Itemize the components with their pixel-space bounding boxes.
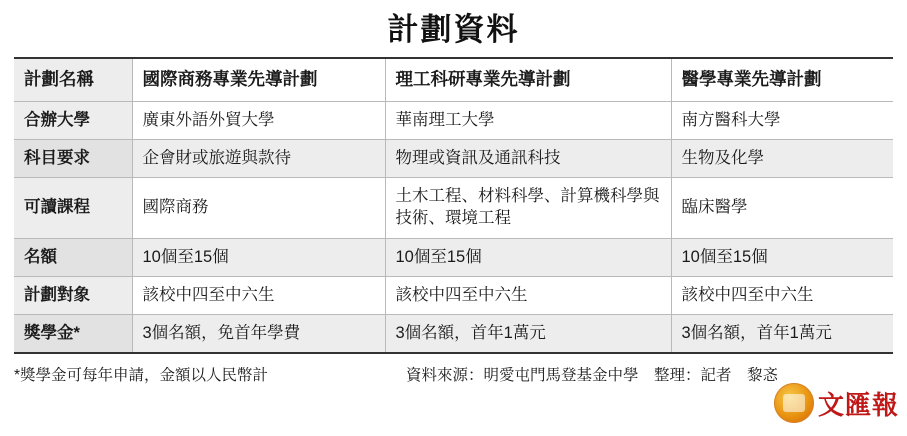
row-header-name: 計劃名稱 xyxy=(14,58,132,101)
row-header-scholarship: 獎學金* xyxy=(14,315,132,354)
cell-program-3-target: 該校中四至中六生 xyxy=(671,276,893,314)
logo-text: 文匯報 xyxy=(817,390,899,421)
cell-program-2-subject: 物理或資訊及通訊科技 xyxy=(385,139,671,177)
row-header-subject: 科目要求 xyxy=(14,139,132,177)
table-row xyxy=(14,139,893,177)
publisher-logo xyxy=(759,382,899,424)
cell-program-2-name: 理工科研專業先導計劃 xyxy=(385,58,671,101)
row-header-courses: 可讀課程 xyxy=(14,178,132,239)
cell-program-1-name: 國際商務專業先導計劃 xyxy=(132,58,385,101)
cell-program-3-scholarship: 3個名額，首年1萬元 xyxy=(671,315,893,354)
table-row xyxy=(14,58,893,101)
footnote-text: *獎學金可每年申請，金額以人民幣計 xyxy=(14,367,269,385)
cell-program-2-quota: 10個至15個 xyxy=(385,238,671,276)
table-row xyxy=(14,315,893,354)
cell-program-2-courses: 土木工程、材料科學、計算機科學與技術、環境工程 xyxy=(385,178,671,239)
cell-program-1-subject: 企會財或旅遊與款待 xyxy=(132,139,385,177)
cell-program-2-target: 該校中四至中六生 xyxy=(385,276,671,314)
cell-program-1-scholarship: 3個名額，免首年學費 xyxy=(132,315,385,354)
cell-program-3-university: 南方醫科大學 xyxy=(671,101,893,139)
cell-program-2-university: 華南理工大學 xyxy=(385,101,671,139)
program-comparison-table xyxy=(14,57,893,354)
cell-program-1-target: 該校中四至中六生 xyxy=(132,276,385,314)
table-row xyxy=(14,101,893,139)
cell-program-3-courses: 臨床醫學 xyxy=(671,178,893,239)
row-header-target: 計劃對象 xyxy=(14,276,132,314)
cell-program-3-name: 醫學專業先導計劃 xyxy=(671,58,893,101)
cell-program-1-quota: 10個至15個 xyxy=(132,238,385,276)
table-row xyxy=(14,178,893,239)
table-row xyxy=(14,238,893,276)
cell-program-2-scholarship: 3個名額，首年1萬元 xyxy=(385,315,671,354)
logo-badge-icon xyxy=(774,383,814,423)
cell-program-1-courses: 國際商務 xyxy=(132,178,385,239)
source-text: 資料來源：明愛屯門馬登基金中學 整理：記者 黎忞 xyxy=(406,367,779,385)
row-header-quota: 名額 xyxy=(14,238,132,276)
page-title: 計劃資料 xyxy=(387,12,520,47)
cell-program-3-subject: 生物及化學 xyxy=(671,139,893,177)
cell-program-1-university: 廣東外語外貿大學 xyxy=(132,101,385,139)
row-header-university: 合辦大學 xyxy=(14,101,132,139)
cell-program-3-quota: 10個至15個 xyxy=(671,238,893,276)
table-row xyxy=(14,276,893,314)
